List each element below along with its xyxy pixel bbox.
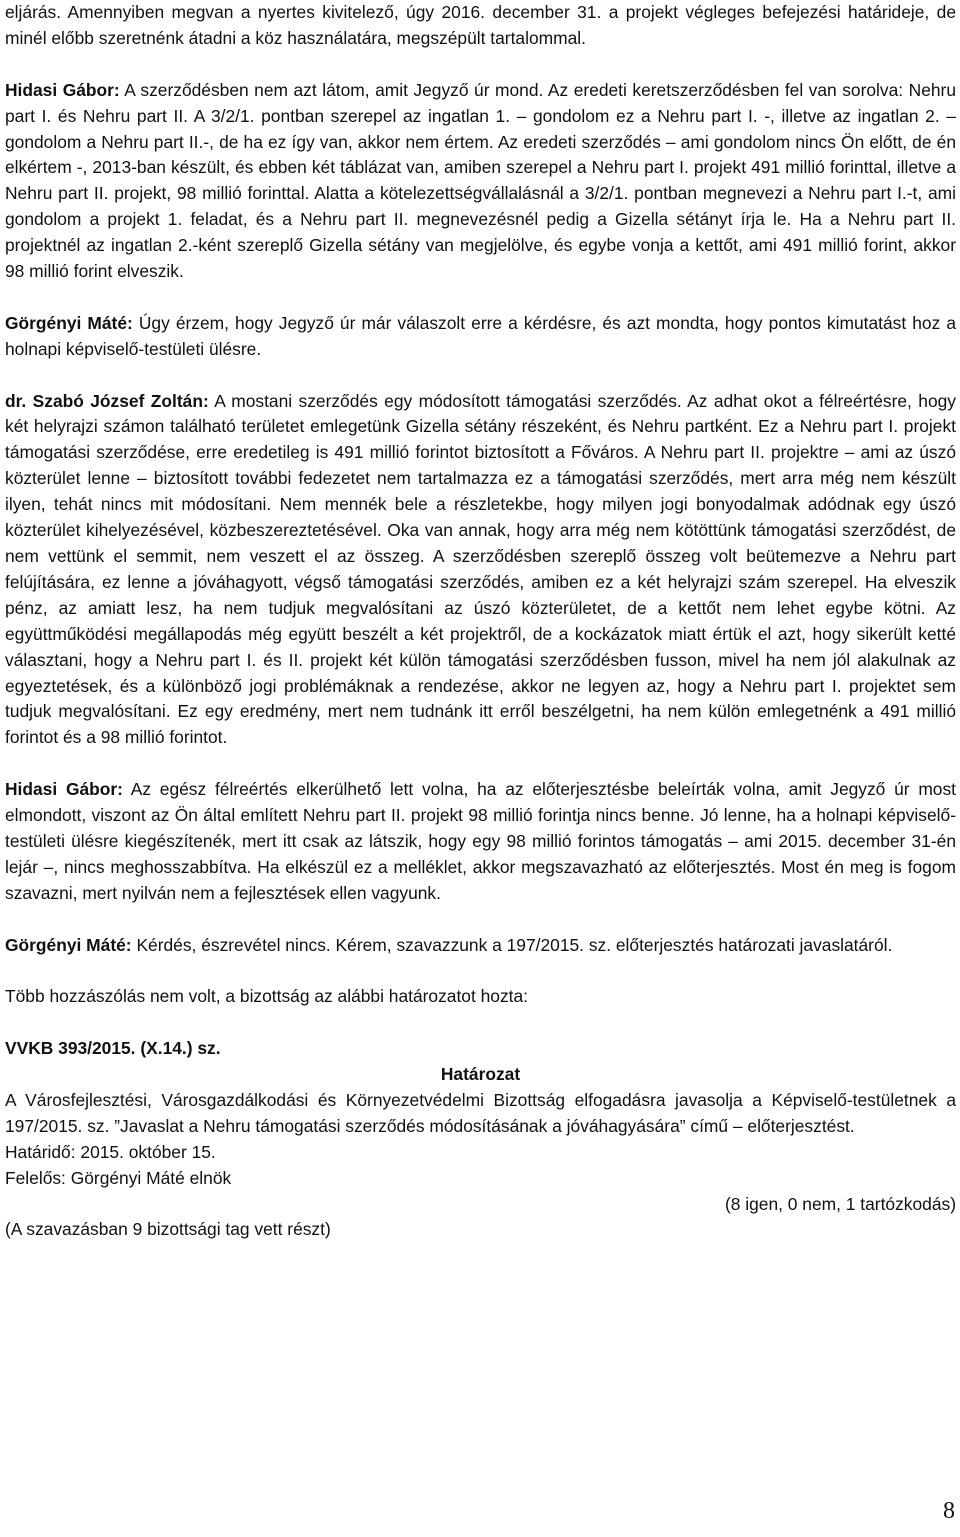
speech-text: Úgy érzem, hogy Jegyző úr már válaszolt erre a kérdésre, és azt mondta, hogy pontos kimutatást hoz a holnapi képviselő-testületi ülésre. (5, 312, 956, 359)
speech-paragraph (5, 78, 956, 285)
speaker-name: Hidasi Gábor: (5, 779, 123, 800)
speech-paragraph (5, 933, 956, 959)
resolution-body: A Városfejlesztési, Városgazdálkodási és Környezetvédelmi Bizottság elfogadásra javasolja a Képviselő-testületnek a 197/2015. sz. ”Javaslat a Nehru támogatási szerződés módosításának a jóváhagyására” című – előterjesztést. (5, 1089, 956, 1136)
closing-note: Több hozzászólás nem volt, a bizottság az alábbi határozatot hozta: (5, 986, 528, 1007)
resolution-number: VVKB 393/2015. (X.14.) sz. (5, 1038, 221, 1059)
speaker-name: Görgényi Máté: (5, 312, 133, 333)
speech-paragraph (5, 389, 956, 752)
document-page (5, 0, 956, 1243)
speech-text: Kérdés, észrevétel nincs. Kérem, szavazzunk a 197/2015. sz. előterjesztés határozati javaslatáról. (136, 934, 893, 955)
speech-paragraph (5, 777, 956, 907)
resolution-deadline: Határidő: 2015. október 15. (5, 1141, 216, 1162)
intro-paragraph: eljárás. Amennyiben megvan a nyertes kivitelező, úgy 2016. december 31. a projekt végleges befejezési határideje, de minél előbb szeretnénk átadni a köz használatára, megszépült tartalommal. (5, 2, 956, 48)
page-number: 8 (943, 1498, 955, 1524)
speech-text: A szerződésben nem azt látom, amit Jegyző úr mond. Az eredeti keretszerződésben fel van sorolva: Nehru part I. és Nehru part II. A 3/2/1. pontban szerepel az ingatlan 1. – gondolom ez a Nehru part I. -, illetve az ingatlan 2. – gondolom a Nehru part II.-, de ha ez így van, akkor nem értem. Az eredeti szerződés – ami gondolom nincs Ön előtt, de én elkértem -, 2013-ban készült, és ebben két táblázat van, amiben szerepel a Nehru part I. projekt 491 millió forinttal, illetve a Nehru part II. projekt, 98 millió forinttal. Alatta a kötelezettségvállalásnál a 3/2/1. pontban megnevezi a Nehru part I.-t, ami gondolom a projekt 1. feladat, és a Nehru part II. megnevezésnél pedig a Gizella sétányt írja le. Ha a Nehru part II. projektnél az ingatlan 2.-ként szereplő Gizella sétány van megjelölve, és egybe vonja a kettőt, ami 491 millió forint, akkor 98 millió forint elveszik. (5, 79, 956, 282)
vote-result: (8 igen, 0 nem, 1 tartózkodás) (724, 1193, 956, 1214)
speaker-name: Görgényi Máté: (5, 934, 132, 955)
resolution-heading: Határozat (440, 1064, 521, 1085)
vote-participants: (A szavazásban 9 bizottsági tag vett részt) (5, 1219, 331, 1240)
speech-paragraph (5, 311, 956, 363)
resolution-responsible: Felelős: Görgényi Máté elnök (5, 1167, 232, 1188)
speech-text: A mostani szerződés egy módosított támogatási szerződés. Az adhat okot a félreértésre, hogy két helyrajzi számon található területet emlegetünk Gizella sétány részeként, és Nehru partként. Ez a Nehru part I. projekt támogatási szerződése, erre eredetileg is 491 millió forintot biztosított a Főváros. A Nehru part II. projektre – ami az úszó közterület lenne – biztosított további fedezetet nem tartalmazza ez a támogatási szerződés, mert arra még nem készült ilyen, tehát nincs mit módosítani. Nem mennék bele a részletekbe, hogy milyen jogi bonyodalmak adódnak egy úszó közterület kihelyezésével, közbeszereztetésével. Oka van annak, hogy arra még nem kötöttünk támogatási szerződést, de nem vettünk el semmit, nem veszett el az összeg. A szerződésben szereplő összeg volt beütemezve a Nehru part felújítására, ez lenne a jóváhagyott, végső támogatási szerződés, amiben ez a két helyrajzi szám szerepel. Ha elveszik pénz, az amiatt lesz, ha nem tudjuk megvalósítani az úszó közterületet, de a kettőt nem lehet egybe kötni. Az együttműködési megállapodás még együtt beszélt a két projektről, de a kockázatok miatt értük el azt, hogy sikerült ketté választani, hogy a Nehru part I. és II. projekt két külön támogatási szerződésben fusson, mivel ha nem jól alakulnak az egyeztetések, és a különböző jogi problémáknak a rendezése, akkor ne legyen az, hogy a Nehru part I. projektet sem tudjuk megvalósítani. Ez egy eredmény, mert nem tudnánk itt erről beszélgetni, ha nem külön emlegetnénk a 491 millió forintot és a 98 millió forintot. (5, 390, 956, 748)
speaker-name: dr. Szabó József Zoltán: (5, 390, 209, 411)
speaker-name: Hidasi Gábor: (5, 79, 120, 100)
speech-text: Az egész félreértés elkerülhető lett volna, ha az előterjesztésbe beleírták volna, amit Jegyző úr most elmondott, viszont az Ön által említett Nehru part II. projekt 98 millió forintja nincs benne. Jó lenne, ha a holnapi képviselő-testületi ülésre kiegészítenék, mert itt csak az látszik, hogy egy 98 millió forintos támogatás – ami 2015. december 31-én lejár –, nincs meghosszabbítva. Ha elkészül ez a melléklet, akkor megszavazható az előterjesztés. Most én meg is fogom szavazni, mert nyilván nem a fejlesztések ellen vagyunk. (5, 779, 956, 903)
